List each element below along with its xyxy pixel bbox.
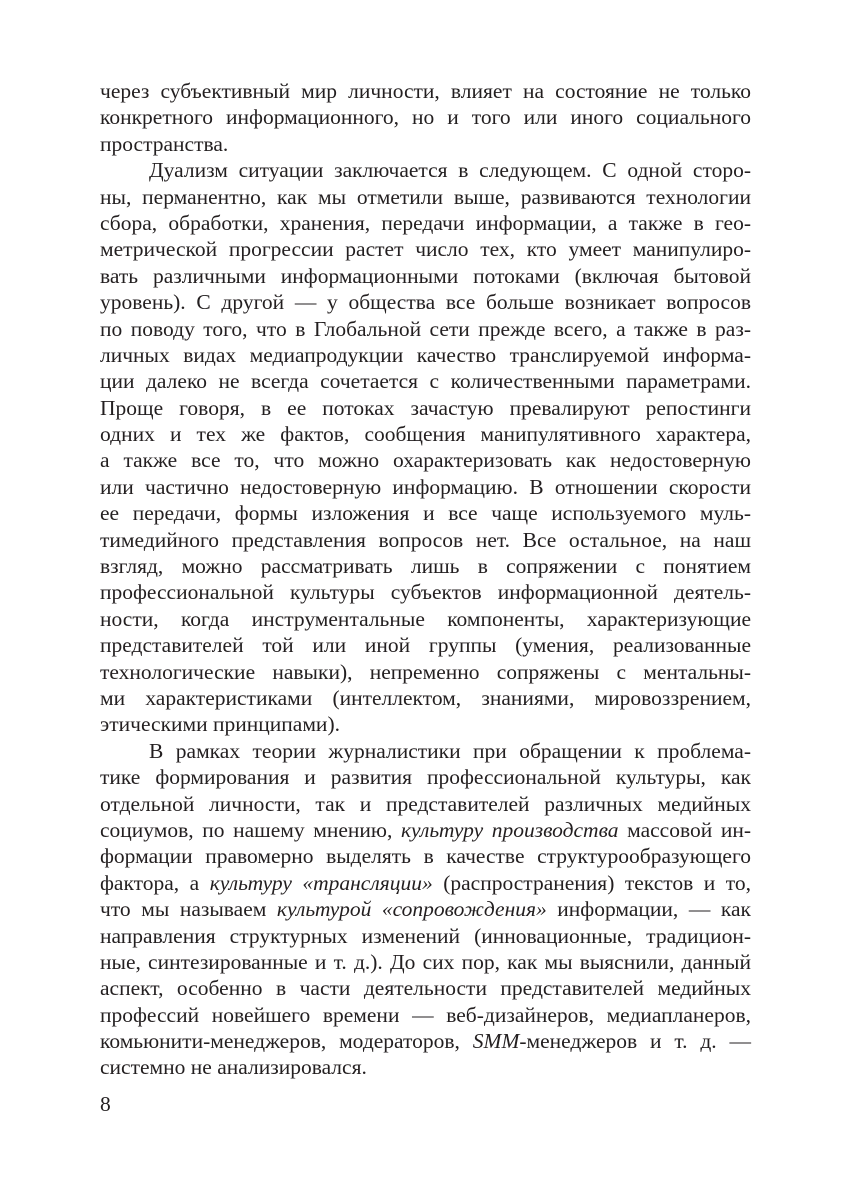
italic-term: культуру «трансляции»: [209, 870, 433, 895]
text-line: личных видах медиапродукции качество транслируемой информа-: [100, 342, 751, 367]
text-line: направления структурных изменений (инновационные, традицион-: [100, 923, 751, 948]
text-line: сбора, обработки, хранения, передачи информации, а также в гео-: [100, 210, 751, 235]
text-line: уровень). С другой — у общества все больше возникает вопросов: [100, 290, 751, 315]
text-line: взгляд, можно рассматривать лишь в сопряжении с понятием: [100, 554, 751, 579]
text-line: профессий новейшего времени — веб-дизайнеров, медиапланеров,: [100, 1002, 751, 1027]
text-line: отдельной личности, так и представителей различных медийных: [100, 791, 751, 816]
text-line: или частично недостоверную информацию. В отношении скорости: [100, 474, 751, 499]
text-line: пространства.: [100, 131, 229, 156]
text-line: конкретного информационного, но и того или иного социального: [100, 105, 751, 130]
text-line: [100, 896, 751, 922]
italic-term: культуру производства: [400, 817, 619, 842]
text-line: этическими принципами).: [100, 712, 340, 737]
text-line: по поводу того, что в Глобальной сети прежде всего, а также в раз-: [100, 316, 751, 341]
text-line: [100, 870, 751, 896]
text-run: фактора, а: [100, 870, 210, 895]
text-line: одних и тех же фактов, сообщения манипулятивного характера,: [100, 422, 751, 447]
text-run: -менеджеров и т. д. —: [519, 1029, 751, 1054]
text-line: профессиональной культуры субъектов информационной деятель-: [100, 580, 751, 605]
text-line: тике формирования и развития профессиональной культуры, как: [100, 765, 751, 790]
text-line: ны, перманентно, как мы отметили выше, развиваются технологии: [100, 184, 751, 209]
text-line: ее передачи, формы изложения и все чаще используемого муль-: [100, 501, 751, 526]
text-run: массовой ин-: [618, 817, 751, 842]
text-line: аспект, особенно в части деятельности представителей медийных: [100, 976, 751, 1001]
text-line: Дуализм ситуации заключается в следующем. С одной сторо-: [149, 158, 751, 183]
text-line: метрической прогрессии растет число тех, кто умеет манипулиро-: [100, 237, 751, 262]
text-run: социумов, по нашему мнению,: [100, 817, 401, 842]
text-run: что мы называем: [100, 897, 277, 922]
text-line: а также все то, что можно охарактеризовать как недостоверную: [100, 448, 751, 473]
italic-term: SMM: [472, 1029, 520, 1054]
text-line: формации правомерно выделять в качестве структурообразующего: [100, 844, 751, 869]
page-body: [100, 78, 751, 1081]
text-line: [100, 1028, 751, 1054]
text-line: системно не анализировался.: [100, 1055, 367, 1080]
text-run: информации, — как: [546, 897, 751, 922]
text-line: [100, 817, 751, 843]
text-line: тимедийного представления вопросов нет. Все остальное, на наш: [100, 527, 751, 552]
text-line: ции далеко не всегда сочетается с количественными параметрами.: [100, 369, 751, 394]
paragraph-1: [100, 78, 751, 157]
text-line: вать различными информационными потоками (включая бытовой: [100, 263, 751, 288]
text-line: технологические навыки), непременно сопряжены с ментальны-: [100, 659, 751, 684]
text-line: В рамках теории журналистики при обращении к проблема-: [149, 738, 751, 763]
page-number: 8: [100, 1092, 111, 1116]
text-line: представителей той или иной группы (умения, реализованные: [100, 633, 751, 658]
text-line: ми характеристиками (интеллектом, знаниями, мировоззрением,: [100, 685, 751, 710]
text-line: Проще говоря, в ее потоках зачастую превалируют репостинги: [100, 395, 751, 420]
paragraph-2: [100, 157, 751, 738]
text-run: (распространения) текстов и то,: [432, 870, 751, 895]
text-line: через субъективный мир личности, влияет на состояние не только: [100, 79, 751, 103]
text-line: ности, когда инструментальные компоненты, характеризующие: [100, 606, 751, 631]
text-line: ные, синтезированные и т. д.). До сих пор, как мы выяснили, данный: [100, 949, 751, 974]
text-run: комьюнити-менеджеров, модераторов,: [100, 1029, 473, 1054]
italic-term: культурой «сопровождения»: [276, 897, 547, 922]
paragraph-3: [100, 738, 751, 1081]
